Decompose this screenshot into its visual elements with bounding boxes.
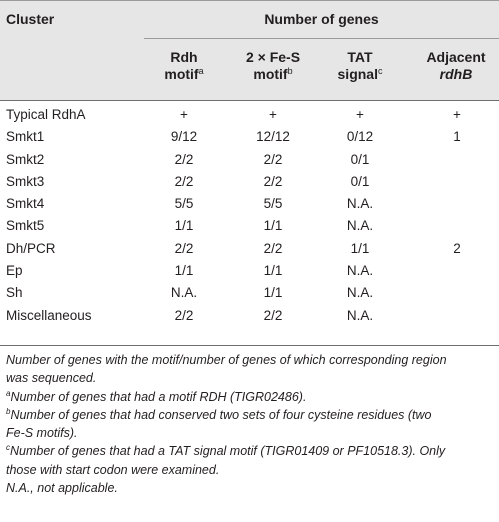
cell-tat-signal: N.A. bbox=[346, 196, 374, 212]
cell-fes-motif: 2/2 bbox=[263, 173, 283, 189]
header-adjacent-rdhb bbox=[416, 49, 496, 83]
cell-rdh-motif: 1/1 bbox=[174, 263, 194, 279]
group-rule bbox=[144, 38, 499, 39]
cell-tat-signal: + bbox=[356, 107, 364, 122]
footnote-main-1: Number of genes with the motif/number of genes of which corresponding region bbox=[6, 353, 447, 367]
cell-cluster-name: Smkt3 bbox=[6, 173, 45, 189]
cell-fes-motif: 1/1 bbox=[263, 285, 283, 301]
footnotes bbox=[6, 351, 496, 497]
footnote-mark-a: a bbox=[198, 66, 204, 76]
table-row bbox=[0, 193, 499, 215]
cell-tat-signal: 0/1 bbox=[350, 151, 370, 167]
table-row bbox=[0, 215, 499, 237]
table-row bbox=[0, 126, 499, 148]
cell-fes-motif: 2/2 bbox=[263, 307, 283, 323]
header-tat-line1: TAT bbox=[347, 49, 373, 65]
top-rule bbox=[0, 0, 499, 1]
footnote-a-text: Number of genes that had a motif RDH (TIGR02486). bbox=[10, 389, 307, 404]
header-bottom-rule bbox=[0, 100, 499, 101]
header-tat-signal bbox=[324, 49, 396, 83]
footnote-b-1 bbox=[6, 406, 496, 424]
cell-fes-motif: 2/2 bbox=[263, 240, 283, 256]
cell-tat-signal: 1/1 bbox=[350, 240, 370, 256]
header-fes-motif bbox=[226, 49, 320, 83]
table-bottom-rule bbox=[0, 345, 499, 346]
table-row bbox=[0, 149, 499, 171]
header-tat-line2-text: signal bbox=[337, 66, 378, 82]
cell-adjacent-rdhb: 2 bbox=[453, 240, 461, 256]
header-rdh-line2 bbox=[144, 66, 224, 83]
footnote-c-2: those with start codon were examined. bbox=[6, 462, 220, 477]
footnote-mark-b: b bbox=[287, 66, 293, 76]
cell-rdh-motif: + bbox=[180, 107, 188, 122]
header-tat-line2 bbox=[324, 66, 396, 83]
cell-rdh-motif: 2/2 bbox=[174, 151, 194, 167]
cell-tat-signal: N.A. bbox=[346, 307, 374, 323]
table-row bbox=[0, 305, 499, 327]
cell-fes-motif: 1/1 bbox=[263, 218, 283, 234]
header-number-of-genes: Number of genes bbox=[264, 11, 379, 27]
header-fes-line2-text: motif bbox=[253, 66, 288, 82]
cell-rdh-motif: 9/12 bbox=[170, 129, 198, 145]
cell-tat-signal: 0/1 bbox=[350, 173, 370, 189]
cell-adjacent-rdhb: + bbox=[453, 107, 461, 122]
cell-cluster-name: Typical RdhA bbox=[6, 107, 86, 122]
cell-cluster-name: Dh/PCR bbox=[6, 240, 56, 256]
cell-tat-signal: N.A. bbox=[346, 218, 374, 234]
cell-cluster-name: Miscellaneous bbox=[6, 307, 92, 323]
cell-cluster-name: Smkt1 bbox=[6, 129, 45, 145]
cell-fes-motif: 2/2 bbox=[263, 151, 283, 167]
footnote-mark-c: c bbox=[377, 66, 383, 76]
footnote-main-2: was sequenced. bbox=[6, 371, 97, 386]
table-row bbox=[0, 238, 499, 260]
cell-rdh-motif: 2/2 bbox=[174, 307, 194, 323]
cell-rdh-motif: 2/2 bbox=[174, 173, 194, 189]
cell-tat-signal: 0/12 bbox=[346, 129, 374, 145]
cell-cluster-name: Smkt4 bbox=[6, 196, 45, 212]
header-adj-line1: Adjacent bbox=[426, 49, 486, 65]
cell-rdh-motif: 2/2 bbox=[174, 240, 194, 256]
table-row bbox=[0, 260, 499, 282]
footnote-a-mark: a bbox=[6, 388, 11, 398]
footnote-c-mark: c bbox=[6, 443, 10, 453]
cell-adjacent-rdhb: 1 bbox=[453, 129, 461, 145]
cell-cluster-name: Smkt2 bbox=[6, 151, 45, 167]
cell-cluster-name: Ep bbox=[6, 263, 23, 279]
cell-fes-motif: + bbox=[269, 107, 277, 122]
cell-rdh-motif: N.A. bbox=[170, 285, 198, 301]
header-rdh-line1: Rdh bbox=[170, 49, 198, 65]
footnote-na: N.A., not applicable. bbox=[6, 481, 118, 496]
footnote-b-text-1: Number of genes that had conserved two sets of four cysteine residues (two bbox=[10, 407, 432, 422]
cell-tat-signal: N.A. bbox=[346, 285, 374, 301]
cell-rdh-motif: 5/5 bbox=[174, 196, 194, 212]
cell-fes-motif: 12/12 bbox=[256, 129, 290, 145]
table-row bbox=[0, 171, 499, 193]
cell-fes-motif: 5/5 bbox=[263, 196, 283, 212]
cell-cluster-name: Sh bbox=[6, 285, 23, 301]
cell-cluster-name: Smkt5 bbox=[6, 218, 45, 234]
header-rdh-motif bbox=[144, 49, 224, 83]
footnote-a bbox=[6, 388, 496, 406]
footnote-b-mark: b bbox=[6, 406, 11, 416]
cell-rdh-motif: 1/1 bbox=[174, 218, 194, 234]
cell-fes-motif: 1/1 bbox=[263, 263, 283, 279]
table-row bbox=[0, 104, 499, 126]
header-rdh-line2-text: motif bbox=[164, 66, 199, 82]
table-body bbox=[0, 104, 499, 327]
header-adj-line2: rdhB bbox=[439, 66, 473, 82]
table-row bbox=[0, 282, 499, 304]
footnote-c-1 bbox=[6, 442, 496, 460]
footnote-b-2: Fe-S motifs). bbox=[6, 426, 78, 441]
header-fes-line1: 2 × Fe-S bbox=[245, 49, 301, 65]
cell-tat-signal: N.A. bbox=[346, 263, 374, 279]
footnote-c-text-1: Number of genes that had a TAT signal motif (TIGR01409 or PF10518.3). Only bbox=[10, 444, 446, 459]
header-cluster: Cluster bbox=[6, 11, 55, 27]
header-fes-line2 bbox=[226, 66, 320, 83]
